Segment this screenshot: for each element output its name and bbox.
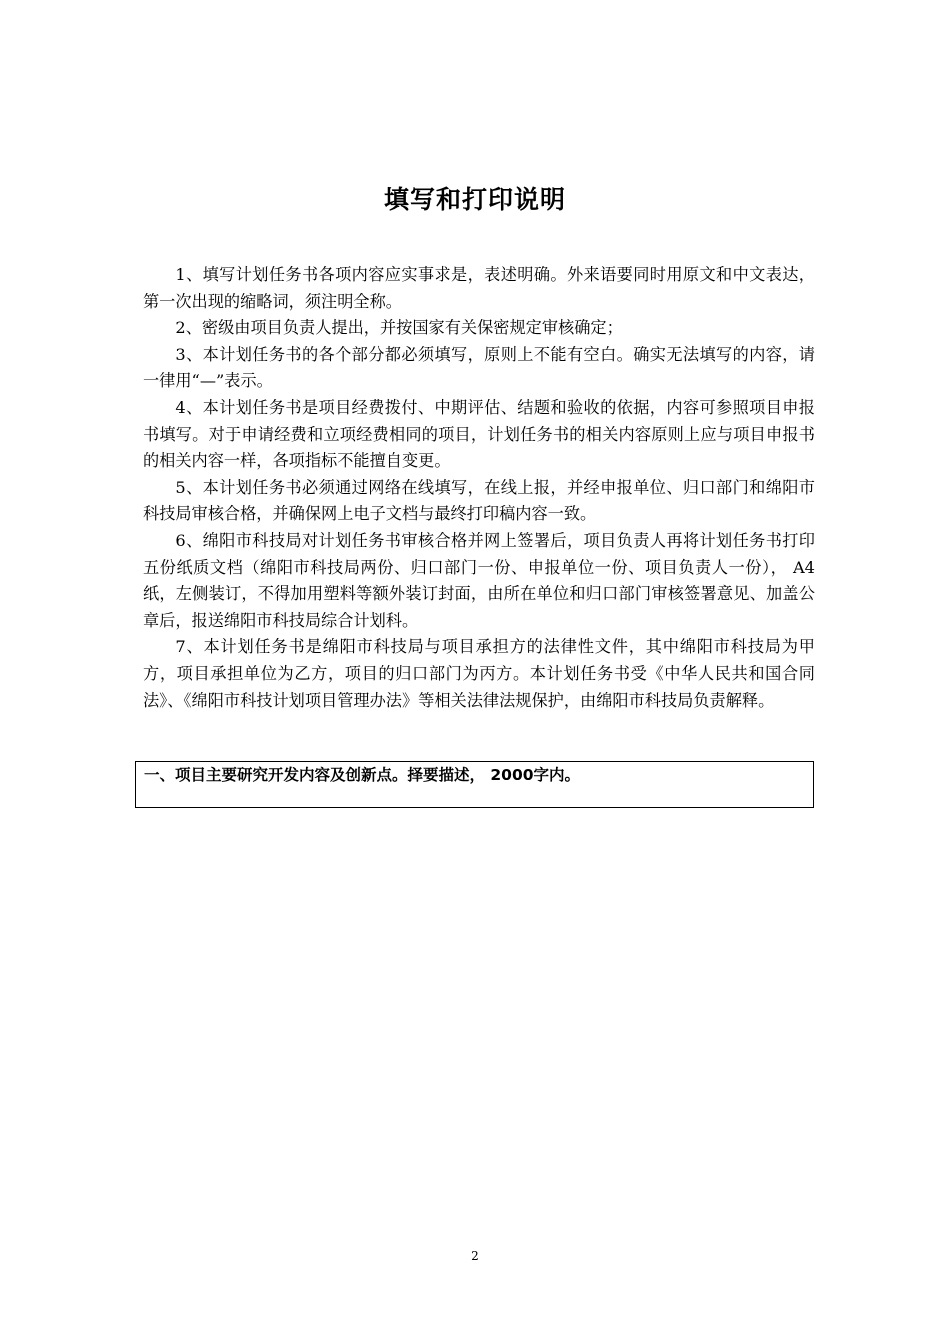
instruction-paragraph-5: 5、本计划任务书必须通过网络在线填写，在线上报，并经申报单位、归口部门和绵阳市科技局审核合格，并确保网上电子文档与最终打印稿内容一致。 xyxy=(143,477,815,524)
section-heading: 一、项目主要研究开发内容及创新点。择要描述， 2000字内。 xyxy=(144,766,581,784)
instruction-paragraph-3: 3、本计划任务书的各个部分都必须填写，原则上不能有空白。确实无法填写的内容，请一律用“—”表示。 xyxy=(143,344,815,391)
page-number: 2 xyxy=(471,1249,479,1263)
instructions-body xyxy=(143,262,815,714)
section-box xyxy=(135,761,814,808)
instruction-paragraph-6: 6、绵阳市科技局对计划任务书审核合格并网上签署后，项目负责人再将计划任务书打印五份纸质文档（绵阳市科技局两份、归口部门一份、申报单位一份、项目负责人一份）， A4纸，左侧装订，不得加用塑料等额外装订封面，由所在单位和归口部门审核签署意见、加盖公章后，报送绵阳市科技局综合计划科。 xyxy=(143,530,815,630)
instruction-paragraph-7: 7、本计划任务书是绵阳市科技局与项目承担方的法律性文件，其中绵阳市科技局为甲方，项目承担单位为乙方，项目的归口部门为丙方。本计划任务书受《中华人民共和国合同法》、《绵阳市科技计划项目管理办法》等相关法律法规保护，由绵阳市科技局负责解释。 xyxy=(143,637,815,710)
instruction-paragraph-2: 2、密级由项目负责人提出，并按国家有关保密规定审核确定； xyxy=(175,318,623,338)
instruction-paragraph-1: 1、填写计划任务书各项内容应实事求是，表述明确。外来语要同时用原文和中文表达，第一次出现的缩略词，须注明全称。 xyxy=(143,265,815,311)
instruction-paragraph-4: 4、本计划任务书是项目经费拨付、中期评估、结题和验收的依据，内容可参照项目申报书填写。对于申请经费和立项经费相同的项目，计划任务书的相关内容原则上应与项目申报书的相关内容一样，各项指标不能擅自变更。 xyxy=(143,397,815,471)
page-title: 填写和打印说明 xyxy=(383,185,566,214)
